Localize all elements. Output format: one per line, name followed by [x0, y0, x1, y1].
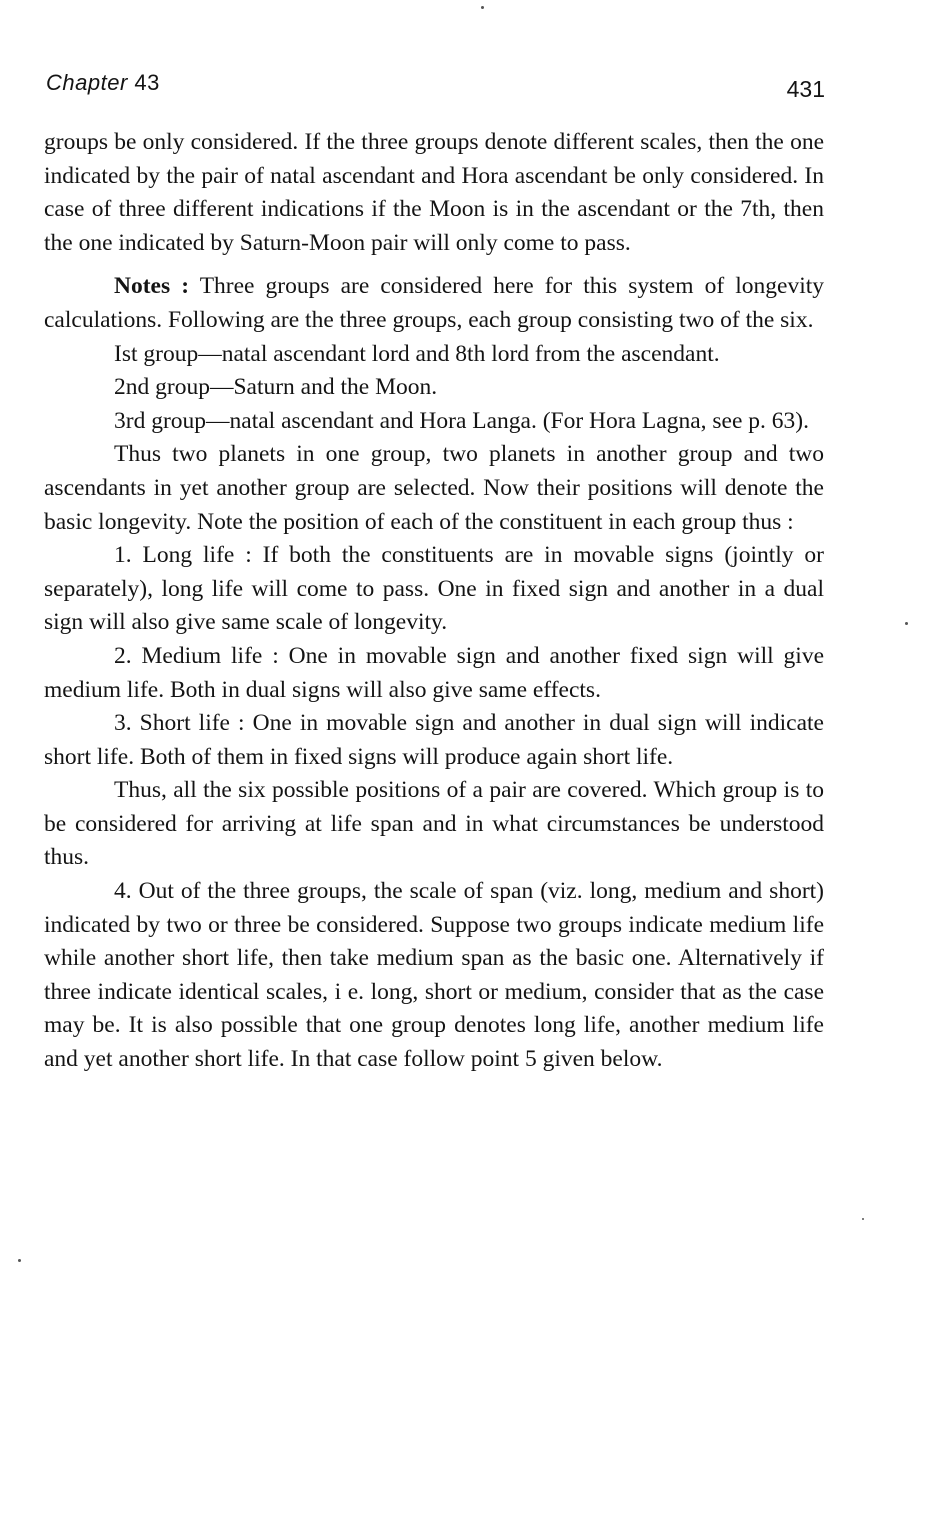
scan-speck [905, 622, 908, 625]
paragraph-group-2: 2nd group—Saturn and the Moon. [114, 374, 438, 401]
page-number: 431 [786, 76, 825, 102]
scan-speck [862, 1218, 864, 1220]
paragraph-medium-life: 2. Medium life : One in movable sign and another fixed sign will give medium life. Both in dual signs will also give same effects. [44, 642, 824, 703]
paragraph-short-life: 3. Short life : One in movable sign and another in dual sign will indicate short life. Both of them in fixed signs will produce again short life. [44, 710, 824, 770]
running-header [46, 70, 825, 104]
chapter-word: Chapter [46, 70, 128, 95]
notes-label: Notes : [114, 273, 190, 300]
scan-speck [481, 6, 484, 9]
paragraph-group-1: Ist group—natal ascendant lord and 8th lord from the ascendant. [114, 340, 720, 367]
paragraph-group-3: 3rd group—natal ascendant and Hora Langa. (For Hora Lagna, see p. 63). [114, 407, 809, 434]
chapter-number: 43 [134, 70, 160, 95]
paragraph-long-life: 1. Long life : If both the constituents are in movable signs (jointly or separately), long life will come to pass. One in fixed sign and another in a dual sign will also give same scale of longevity. [44, 542, 824, 636]
paragraph-notes [44, 270, 824, 337]
scan-speck [18, 1259, 21, 1262]
notes-text: Three groups are considered here for this system of longevity calculations. Following are the three groups, each group consisting two of the six. [44, 273, 825, 333]
body-text [44, 126, 824, 1077]
chapter-label [46, 70, 160, 96]
paragraph-summary: Thus, all the six possible positions of a pair are covered. Which group is to be considered for arriving at life span and in what circumstances be understood thus. [44, 777, 824, 871]
paragraph-continuation: groups be only considered. If the three groups denote different scales, then the one indicated by the pair of natal ascendant and Hora ascendant be only considered. In case of three different indications if the Moon is in the ascendant or the 7th, then the one indicated by Saturn-Moon pair will only come to pass. [44, 129, 824, 256]
paragraph-point-4: 4. Out of the three groups, the scale of span (viz. long, medium and short) indicated by two or three be considered. Suppose two groups indicate medium life while another short life, then take medium span as the basic one. Alternatively if three indicate identical scales, i e. long, short or medium, consider that as the case may be. It is also possible that one group denotes long life, another medium life and yet another short life. In that case follow point 5 given below. [44, 878, 824, 1073]
paragraph-selection: Thus two planets in one group, two planets in another group and two ascendants in yet another group are selected. Now their positions will denote the basic longevity. Note the position of each of the constituent in each group thus : [44, 441, 824, 535]
